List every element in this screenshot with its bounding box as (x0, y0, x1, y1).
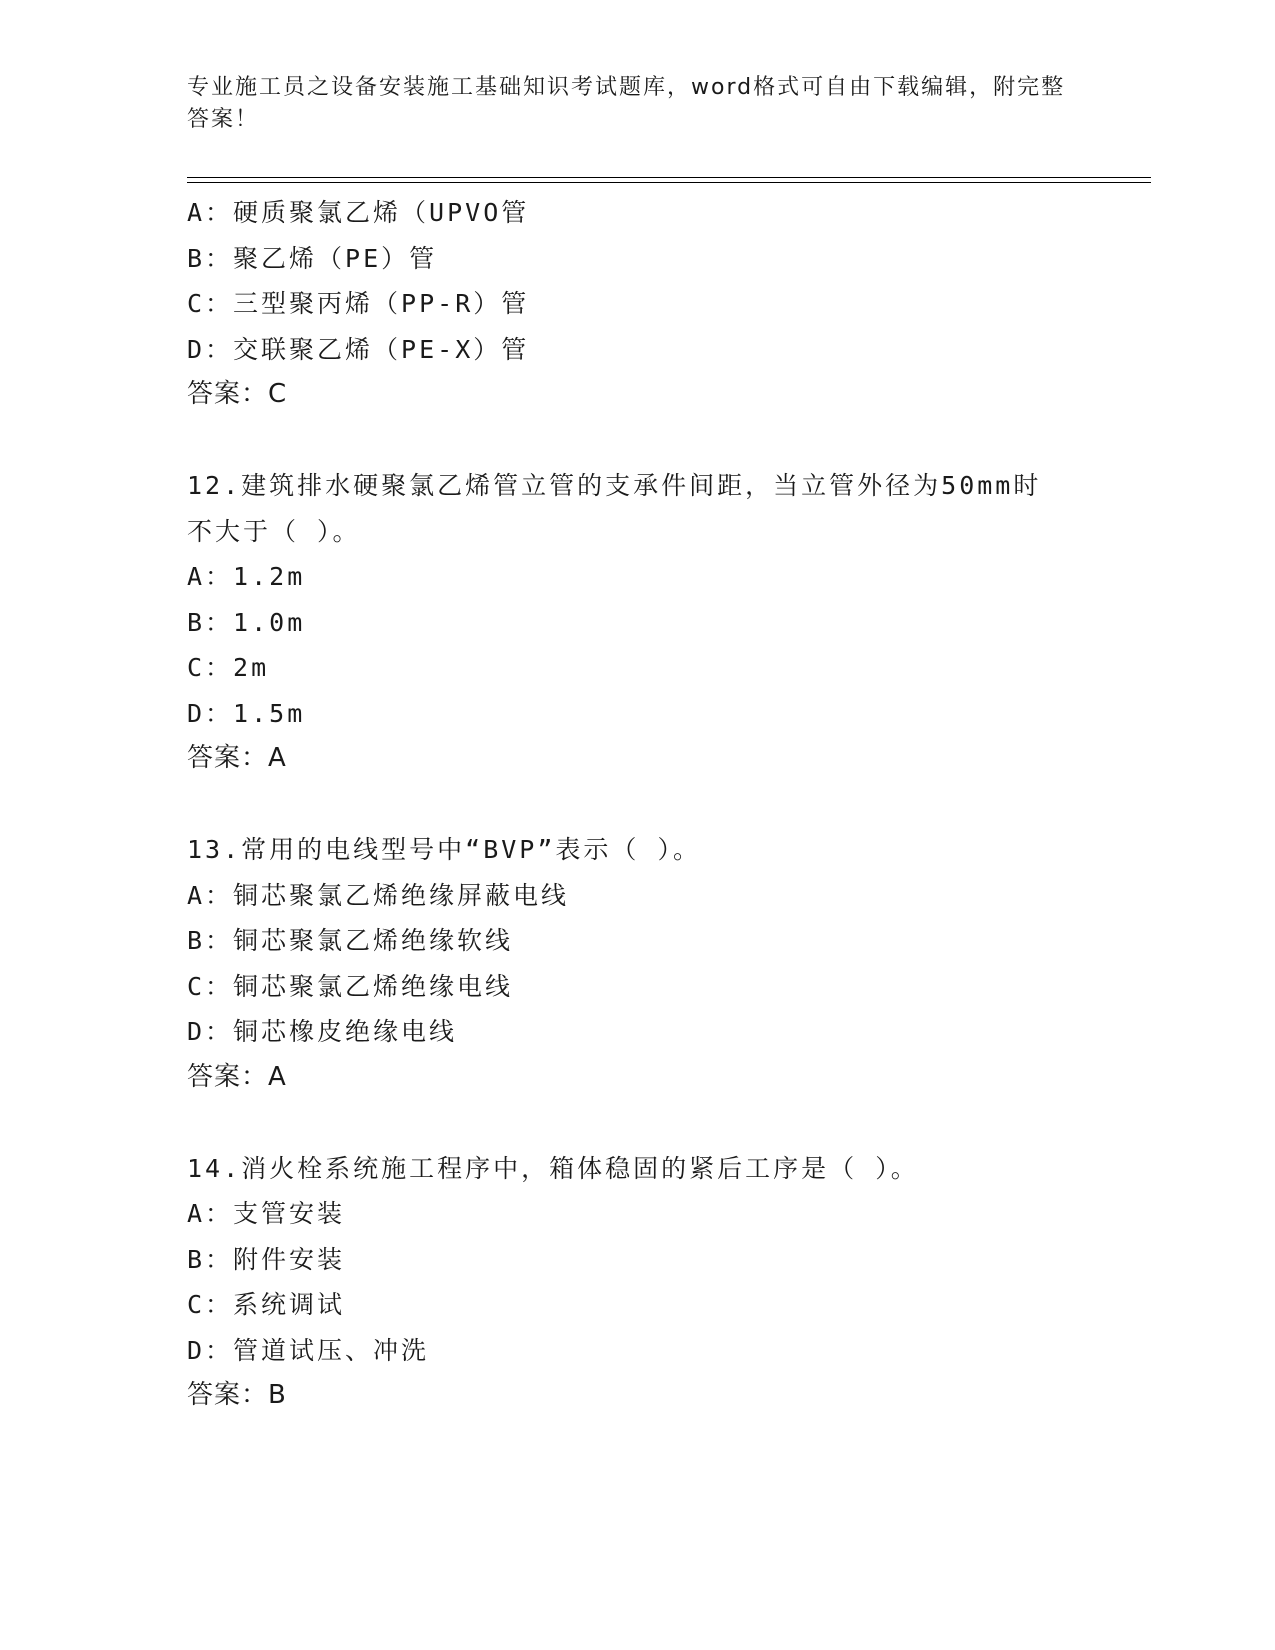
question-text: 14.消火栓系统施工程序中，箱体稳固的紧后工序是（ ）。 (187, 1153, 919, 1183)
header-rule-top (187, 177, 1151, 178)
option-c: C：2m (187, 653, 270, 682)
option-b: B：附件安装 (187, 1244, 346, 1274)
option-d: D：交联聚乙烯（PE-X）管 (187, 334, 530, 364)
question-13 (187, 827, 1087, 1100)
question-text: 13.常用的电线型号中“BVP”表示（ ）。 (187, 835, 701, 864)
option-a: A：硬质聚氯乙烯（UPVO管 (187, 198, 530, 227)
question-14 (187, 1146, 1087, 1419)
option-b: B：铜芯聚氯乙烯绝缘软线 (187, 926, 514, 955)
question-text-continued: 不大于（ ）。 (187, 516, 361, 546)
question-12 (187, 463, 1087, 782)
header-rule-bottom (187, 182, 1151, 183)
answer-line: 答案：C (187, 379, 288, 409)
option-c: C：三型聚丙烯（PP-R）管 (187, 289, 530, 318)
option-b: B：聚乙烯（PE）管 (187, 243, 438, 273)
answer-line: 答案：A (187, 1061, 287, 1092)
option-c: C：铜芯聚氯乙烯绝缘电线 (187, 971, 514, 1001)
spacer (187, 1100, 1087, 1146)
question-list (187, 190, 1087, 1419)
answer-line: 答案：B (187, 1380, 287, 1410)
option-a: A：1.2m (187, 562, 306, 591)
option-d: D：管道试压、冲洗 (187, 1335, 430, 1365)
answer-line: 答案：A (187, 743, 287, 773)
spacer (187, 418, 1087, 464)
option-c: C：系统调试 (187, 1290, 346, 1319)
document-header: 专业施工员之设备安装施工基础知识考试题库，word格式可自由下载编辑，附完整答案！ (187, 75, 1066, 132)
option-a: A：支管安装 (187, 1199, 346, 1228)
question-11 (187, 190, 1087, 418)
spacer (187, 782, 1087, 828)
question-text: 12.建筑排水硬聚氯乙烯管立管的支承件间距，当立管外径为50mm时 (187, 471, 1042, 500)
option-b: B：1.0m (187, 607, 306, 637)
option-d: D：1.5m (187, 698, 306, 728)
option-a: A：铜芯聚氯乙烯绝缘屏蔽电线 (187, 880, 570, 910)
option-d: D：铜芯橡皮绝缘电线 (187, 1017, 458, 1046)
